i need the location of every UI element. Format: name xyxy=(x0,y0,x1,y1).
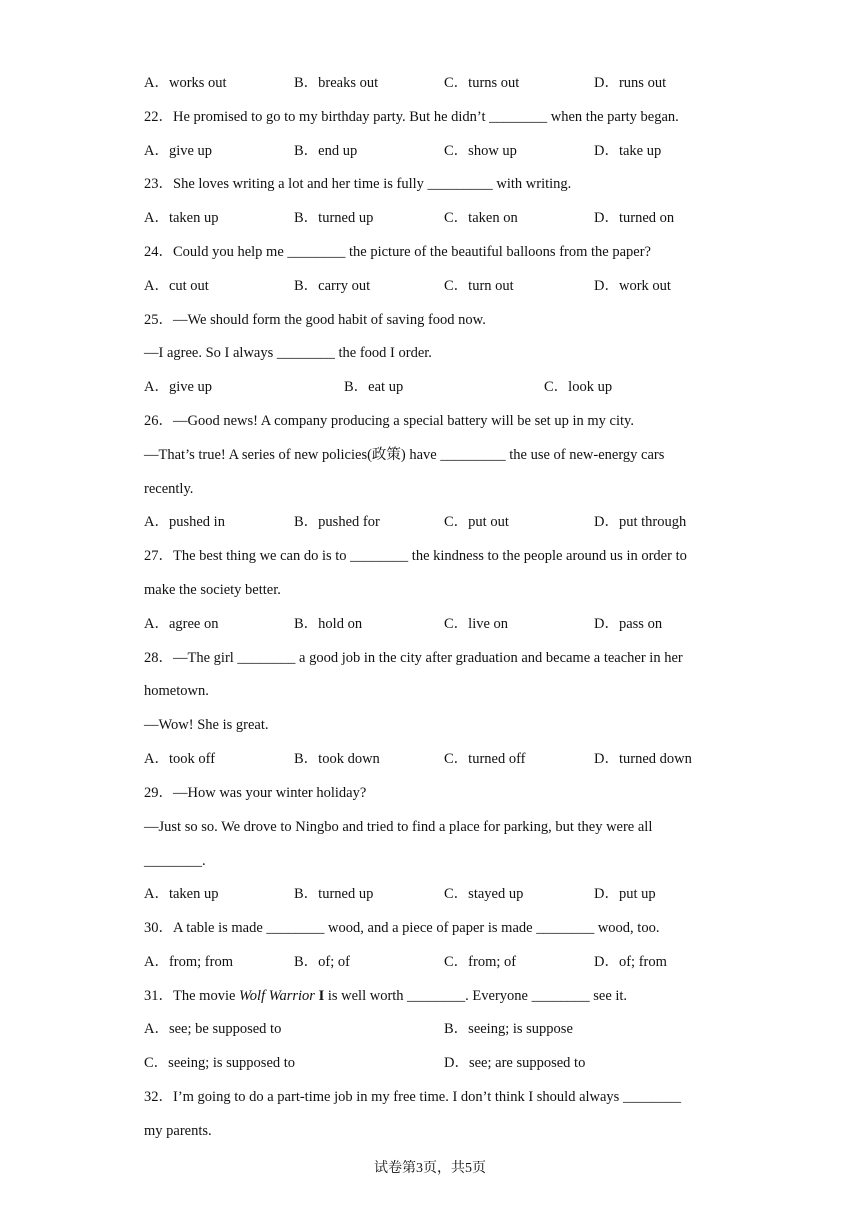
q25-option-a: A．give up xyxy=(144,379,213,395)
q24-option-c: C．turn out xyxy=(444,278,514,294)
q31-stem-suffix: is well worth ________. Everyone ________ see it. xyxy=(324,988,628,1004)
q21-option-c: C．turns out xyxy=(444,75,520,91)
q23-option-b: B．turned up xyxy=(294,210,374,226)
q28-option-b: B．took down xyxy=(294,751,380,767)
q30-option-d: D．of; from xyxy=(594,954,667,970)
q24-option-b: B．carry out xyxy=(294,278,371,294)
q31-stem-prefix: 31．The movie xyxy=(144,988,240,1004)
q26-line2: —That’s true! A series of new policies(政策) have _________ the use of new-energy cars xyxy=(144,447,665,463)
q27-stem: 27．The best thing we can do is to ________ the kindness to the people around us in order to xyxy=(144,548,687,564)
q21-option-b: B．breaks out xyxy=(294,75,379,91)
q31-option-c: C．seeing; is supposed to xyxy=(144,1055,296,1071)
q29-option-a: A．taken up xyxy=(144,886,219,902)
q27-line2: make the society better. xyxy=(144,582,281,598)
page-footer: 试卷第3页，共5页 xyxy=(374,1161,486,1176)
q28-line2: hometown. xyxy=(144,683,209,699)
q23-option-c: C．taken on xyxy=(444,210,518,226)
q21-option-a: A．works out xyxy=(144,75,227,91)
q31-option-d: D．see; are supposed to xyxy=(444,1055,586,1071)
q24-option-d: D．work out xyxy=(594,278,671,294)
q31-stem xyxy=(144,987,627,1005)
q25-stem: 25．—We should form the good habit of saving food now. xyxy=(144,312,486,328)
q31-movie-numeral: I xyxy=(314,988,325,1004)
q22-option-b: B．end up xyxy=(294,143,358,159)
q32-stem: 32．I’m going to do a part-time job in my free time. I don’t think I should always ________ xyxy=(144,1089,681,1105)
q32-line2: my parents. xyxy=(144,1123,212,1139)
q29-option-c: C．stayed up xyxy=(444,886,524,902)
q23-option-d: D．turned on xyxy=(594,210,675,226)
q22-stem: 22．He promised to go to my birthday party. But he didn’t ________ when the party began. xyxy=(144,109,679,125)
q30-option-c: C．from; of xyxy=(444,954,517,970)
q27-option-b: B．hold on xyxy=(294,616,363,632)
q26-stem: 26．—Good news! A company producing a special battery will be set up in my city. xyxy=(144,413,634,429)
q28-option-d: D．turned down xyxy=(594,751,692,767)
q24-stem: 24．Could you help me ________ the picture of the beautiful balloons from the paper? xyxy=(144,244,651,260)
q25-option-c: C．look up xyxy=(544,379,613,395)
q22-option-a: A．give up xyxy=(144,143,213,159)
q26-option-d: D．put through xyxy=(594,514,687,530)
q26-option-b: B．pushed for xyxy=(294,514,380,530)
q27-option-a: A．agree on xyxy=(144,616,219,632)
q26-line3: recently. xyxy=(144,481,194,497)
q22-option-d: D．take up xyxy=(594,143,662,159)
q26-option-c: C．put out xyxy=(444,514,509,530)
q25-option-b: B．eat up xyxy=(344,379,404,395)
q29-line2: —Just so so. We drove to Ningbo and tried to find a place for parking, but they were all xyxy=(144,819,653,835)
q31-movie-title: Wolf Warrior xyxy=(239,988,315,1004)
q29-line3: ________. xyxy=(144,853,206,869)
q26-option-a: A．pushed in xyxy=(144,514,225,530)
q31-option-a: A．see; be supposed to xyxy=(144,1021,282,1037)
q30-option-a: A．from; from xyxy=(144,954,233,970)
q29-option-d: D．put up xyxy=(594,886,656,902)
q27-option-c: C．live on xyxy=(444,616,509,632)
q30-stem: 30．A table is made ________ wood, and a piece of paper is made ________ wood, too. xyxy=(144,920,660,936)
q27-option-d: D．pass on xyxy=(594,616,663,632)
q28-stem: 28．—The girl ________ a good job in the city after graduation and became a teacher in her xyxy=(144,650,683,666)
q28-line3: —Wow! She is great. xyxy=(144,717,269,733)
q21-option-d: D．runs out xyxy=(594,75,667,91)
q31-option-b: B．seeing; is suppose xyxy=(444,1021,573,1037)
q25-line2: —I agree. So I always ________ the food I order. xyxy=(144,345,432,361)
q24-option-a: A．cut out xyxy=(144,278,209,294)
q30-option-b: B．of; of xyxy=(294,954,350,970)
q23-option-a: A．taken up xyxy=(144,210,219,226)
q29-stem: 29．—How was your winter holiday? xyxy=(144,785,367,801)
q29-option-b: B．turned up xyxy=(294,886,374,902)
q28-option-a: A．took off xyxy=(144,751,216,767)
q28-option-c: C．turned off xyxy=(444,751,526,767)
q22-option-c: C．show up xyxy=(444,143,517,159)
q23-stem: 23．She loves writing a lot and her time is fully _________ with writing. xyxy=(144,176,572,192)
